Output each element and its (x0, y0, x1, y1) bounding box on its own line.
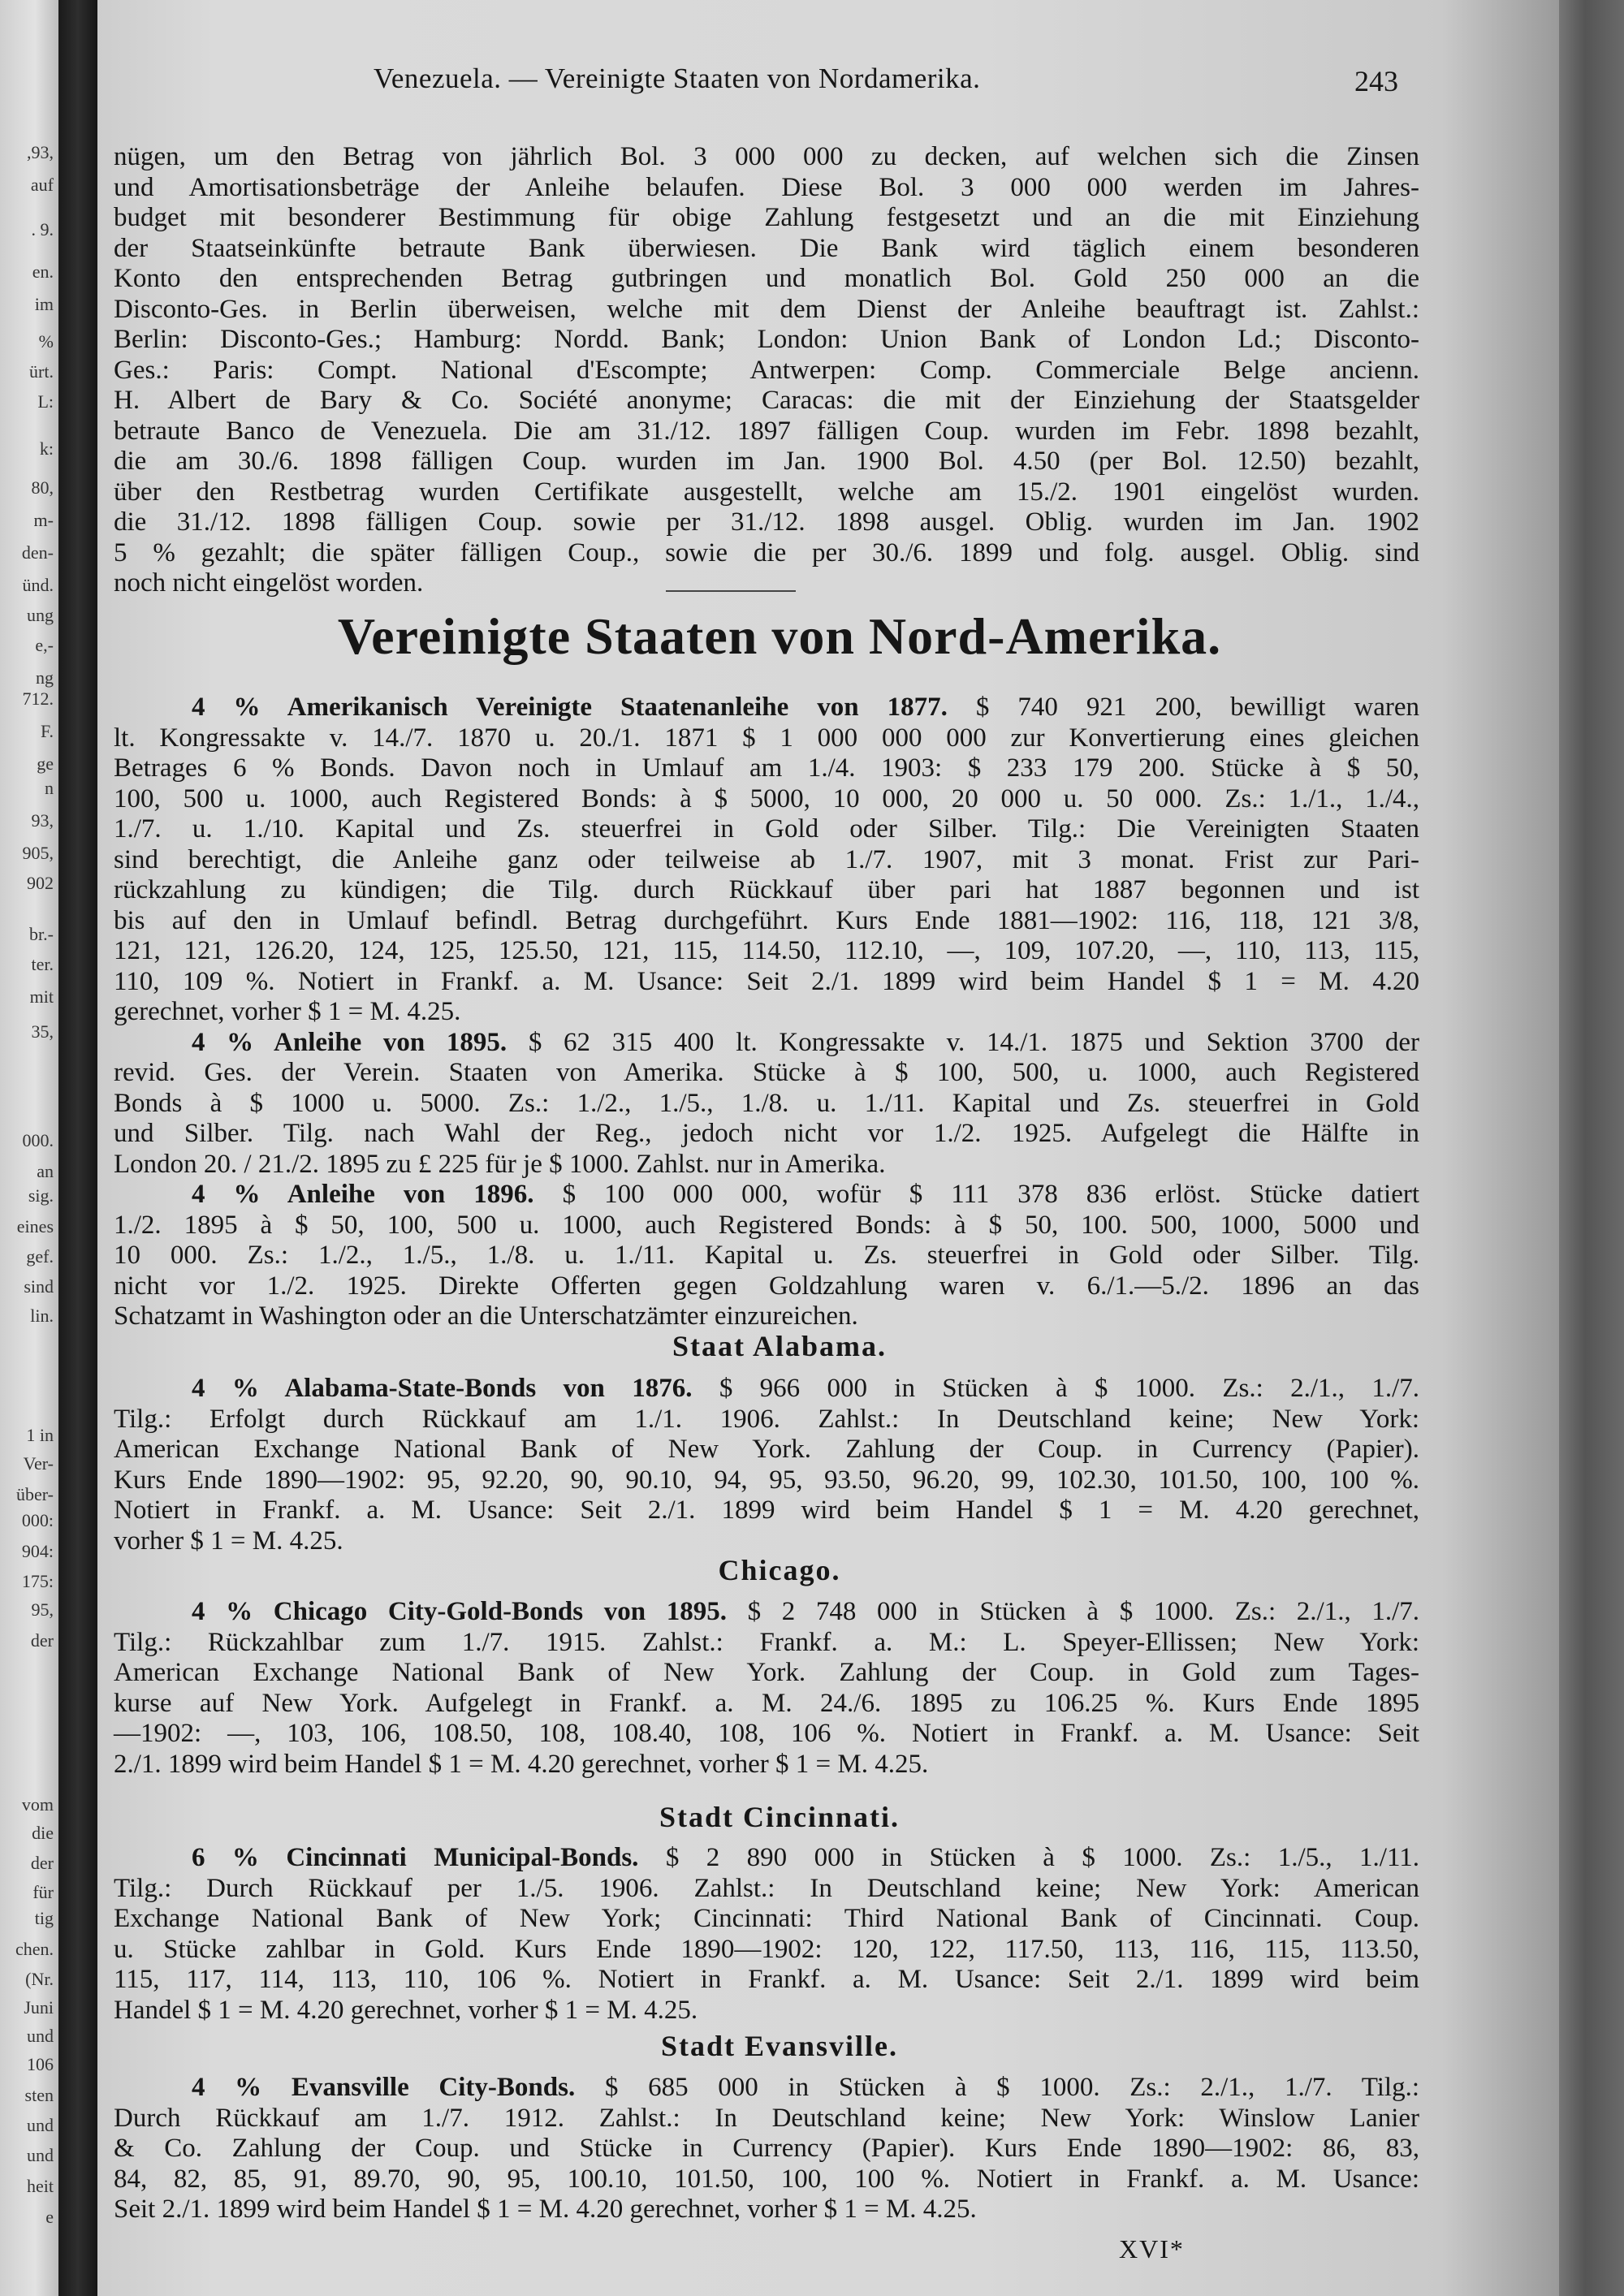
loan-1895-entry (114, 1028, 1419, 1180)
text-line: Konto den entsprechenden Betrag gutbringen und monatlich Bol. Gold 250 000 an die (114, 264, 1419, 293)
margin-fragment: tig (34, 1908, 54, 1928)
text-line: bis auf den in Umlauf befindl. Betrag durchgeführt. Kurs Ende 1881—1902: 116, 118, 121 3/8, (114, 905, 1419, 935)
text-line: 121, 121, 126.20, 124, 125, 125.50, 121, 115, 114.50, 112.10, —, 109, 107.20, —, 110, 113, 115, (114, 936, 1419, 965)
margin-fragment: 93, (31, 810, 54, 831)
text-line: Schatzamt in Washington oder an die Unterschatzämter einzureichen. (114, 1301, 858, 1331)
text-line: Disconto-Ges. in Berlin überweisen, welche mit dem Dienst der Anleihe beauftragt ist. Zahlst.: (114, 294, 1419, 324)
margin-fragment: F. (41, 721, 54, 741)
text-line: noch nicht eingelöst worden. (114, 568, 424, 598)
margin-fragment: e (45, 2207, 54, 2227)
margin-fragment: 80, (31, 477, 54, 498)
margin-fragment: über- (16, 1484, 54, 1504)
text-line: sind berechtigt, die Anleihe ganz oder teilweise ab 1./7. 1907, mit 3 monat. Frist zur Pari- (114, 844, 1419, 874)
chicago-amount: $ 2 748 000 in Stücken à $ 1000. Zs.: 2./1., 1./7. (747, 1597, 1420, 1626)
margin-fragment: 904: (21, 1541, 54, 1561)
text-line: 115, 117, 114, 113, 110, 106 %. Notiert in Frankf. a. M. Usance: Seit 2./1. 1899 wird beim (114, 1965, 1419, 1994)
text-line: Kurs Ende 1890—1902: 95, 92.20, 90, 90.10, 94, 95, 93.50, 96.20, 99, 102.30, 101.50, 100, 100 %. (114, 1465, 1419, 1495)
margin-fragment: Juni (24, 1997, 54, 2018)
text-line: Tilg.: Rückzahlbar zum 1./7. 1915. Zahlst.: Frankf. a. M.: L. Speyer-Ellissen; New York: (114, 1627, 1419, 1657)
margin-fragment: und (27, 2145, 54, 2165)
evansville-amount: $ 685 000 in Stücken à $ 1000. Zs.: 2./1., 1./7. Tilg.: (604, 2073, 1420, 2102)
section-heading-chicago: Chicago. (718, 1554, 841, 1586)
text-line: 84, 82, 85, 91, 89.70, 90, 95, 100.10, 101.50, 100, 100 %. Notiert in Frankf. a. M. Usance: (114, 2164, 1419, 2194)
chicago-bond-heading: 4 % Chicago City-Gold-Bonds von 1895. (192, 1597, 727, 1626)
text-line: revid. Ges. der Verein. Staaten von Amerika. Stücke à $ 100, 500, u. 1000, auch Registered (114, 1058, 1419, 1087)
section-divider (666, 590, 796, 592)
margin-fragment: eines (16, 1216, 54, 1236)
text-line: nicht vor 1./2. 1925. Direkte Offerten gegen Goldzahlung waren v. 6./1.—5./2. 1896 an das (114, 1271, 1419, 1301)
text-line: Seit 2./1. 1899 wird beim Handel $ 1 = M. 4.20 gerechnet, vorher $ 1 = M. 4.25. (114, 2195, 977, 2224)
text-line: Notiert in Frankf. a. M. Usance: Seit 2./1. 1899 wird beim Handel $ 1 = M. 4.20 gerechnet, (114, 1495, 1419, 1525)
margin-fragment: 106 (27, 2054, 54, 2074)
margin-fragment: (Nr. (25, 1969, 54, 1989)
text-line: kurse auf New York. Aufgelegt in Frankf. a. M. 24./6. 1895 zu 106.25 %. Kurs Ende 1895 (114, 1688, 1419, 1718)
cincinnati-amount: $ 2 890 000 in Stücken à $ 1000. Zs.: 1./5., 1./11. (665, 1843, 1419, 1872)
margin-fragment: 95, (31, 1599, 54, 1620)
text-line: 2./1. 1899 wird beim Handel $ 1 = M. 4.20 gerechnet, vorher $ 1 = M. 4.25. (114, 1749, 929, 1779)
text-line: 110, 109 %. Notiert in Frankf. a. M. Usance: Seit 2./1. 1899 wird beim Handel $ 1 = M. 4.20 (114, 966, 1419, 996)
text-line: H. Albert de Bary & Co. Société anonyme; Caracas: die mit der Einziehung der Staatsgelder (114, 386, 1419, 415)
margin-fragment: 000: (21, 1510, 54, 1530)
margin-fragment: mit (29, 986, 54, 1007)
margin-fragment: ürt. (29, 361, 54, 382)
adjacent-page-margin (0, 0, 58, 2296)
text-line: nügen, um den Betrag von jährlich Bol. 3 000 000 zu decken, auf welchen sich die Zinsen (114, 142, 1419, 171)
text-line: die am 30./6. 1898 fälligen Coup. wurden im Jan. 1900 Bol. 4.50 (per Bol. 12.50) bezahlt, (114, 447, 1419, 476)
text-line: die 31./12. 1898 fälligen Coup. sowie per 31./12. 1898 ausgel. Oblig. wurden im Jan. 1902 (114, 507, 1419, 537)
margin-fragment: 905, (22, 843, 54, 863)
loan-1896-entry (114, 1180, 1419, 1332)
text-line: rückzahlung zu kündigen; die Tilg. durch Rückkauf über pari hat 1887 begonnen und ist (114, 875, 1419, 904)
text-line: Durch Rückkauf am 1./7. 1912. Zahlst.: In Deutschland keine; New York: Winslow Lanier (114, 2103, 1419, 2133)
margin-fragment: für (32, 1882, 54, 1902)
margin-fragment: und (27, 2115, 54, 2135)
section-heading-alabama: Staat Alabama. (672, 1330, 888, 1362)
margin-fragment: sten (24, 2085, 54, 2105)
us-loans-section (114, 693, 1419, 1332)
margin-fragment: vom (21, 1794, 54, 1815)
venezuela-continuation (114, 142, 1419, 599)
margin-fragment: . 9. (31, 219, 54, 240)
margin-fragment: 175: (21, 1571, 54, 1591)
margin-fragment: ,93, (27, 142, 54, 162)
chicago-entry (114, 1597, 1419, 1780)
margin-fragment: ünd. (22, 575, 54, 595)
text-line: der Staatseinkünfte betraute Bank überwiesen. Die Bank wird täglich einem besonderen (114, 233, 1419, 263)
loan-1877-entry (114, 693, 1419, 1028)
text-line: u. Stücke zahlbar in Gold. Kurs Ende 1890—1902: 120, 122, 117.50, 113, 116, 115, 113.50, (114, 1934, 1419, 1964)
text-line: über den Restbetrag wurden Certifikate ausgestellt, welche am 15./2. 1901 eingelöst wurden. (114, 477, 1419, 507)
loan-1877-amount: $ 740 921 200, bewilligt waren (975, 693, 1420, 722)
margin-fragment: 902 (27, 873, 54, 893)
section-heading-evansville: Stadt Evansville. (660, 2030, 899, 2062)
margin-fragment: heit (27, 2176, 54, 2196)
margin-fragment: 1 in (26, 1425, 54, 1445)
margin-fragment: die (32, 1823, 54, 1843)
signature-mark: XVI* (1119, 2234, 1185, 2264)
margin-fragment: 712. (22, 688, 54, 709)
text-line: Handel $ 1 = M. 4.20 gerechnet, vorher $ 1 = M. 4.25. (114, 1995, 698, 2025)
page-edge-shadow (1559, 0, 1624, 2296)
margin-fragment: k: (39, 438, 54, 459)
text-line: und Silber. Tilg. nach Wahl der Reg., jedoch nicht vor 1./2. 1925. Aufgelegt die Hälfte in (114, 1119, 1419, 1148)
margin-fragment: 35, (31, 1021, 54, 1042)
book-binding-gutter (58, 0, 97, 2296)
text-line: Tilg.: Erfolgt durch Rückkauf am 1./1. 1906. Zahlst.: In Deutschland keine; New York: (114, 1404, 1419, 1434)
margin-fragment: chen. (15, 1939, 54, 1959)
alabama-entry (114, 1374, 1419, 1556)
text-line: 10 000. Zs.: 1./2., 1./5., 1./8. u. 1./11. Kapital u. Zs. steuerfrei in Gold oder Silber. Tilg. (114, 1241, 1419, 1270)
margin-fragment: gef. (26, 1246, 54, 1267)
margin-fragment: br.- (29, 924, 54, 944)
margin-fragment: sig. (28, 1185, 54, 1206)
margin-fragment: auf (30, 175, 54, 195)
text-line: 1./7. u. 1./10. Kapital und Zs. steuerfrei in Gold oder Silber. Tilg.: Die Vereinigten Staaten (114, 814, 1419, 844)
cincinnati-bond-heading: 6 % Cincinnati Municipal-Bonds. (192, 1843, 639, 1872)
text-line: Ges.: Paris: Compt. National d'Escompte; Antwerpen: Comp. Commerciale Belge ancienn. (114, 355, 1419, 385)
margin-fragment: lin. (30, 1306, 54, 1326)
text-line: gerechnet, vorher $ 1 = M. 4.25. (114, 997, 461, 1026)
alabama-amount: $ 966 000 in Stücken à $ 1000. Zs.: 2./1., 1./7. (719, 1374, 1420, 1403)
page-number: 243 (1354, 65, 1398, 97)
margin-fragment: ng (36, 667, 54, 688)
margin-fragment: n (45, 778, 54, 798)
margin-fragment: ter. (31, 954, 54, 974)
loan-1877-heading: 4 % Amerikanisch Vereinigte Staatenanleihe von 1877. (192, 693, 948, 722)
text-line: Exchange National Bank of New York; Cincinnati: Third National Bank of Cincinnati. Coup. (114, 1904, 1419, 1933)
margin-fragment: ung (27, 605, 54, 625)
margin-fragment: der (30, 1853, 54, 1873)
country-title: Vereinigte Staaten von Nord-Amerika. (337, 607, 1222, 665)
margin-fragment: ge (37, 753, 54, 774)
margin-fragment: Ver- (23, 1453, 54, 1474)
margin-fragment: m- (33, 510, 54, 530)
text-line: budget mit besonderer Bestimmung für obige Zahlung festgesetzt und an die mit Einziehung (114, 203, 1419, 232)
margin-fragment: sind (24, 1276, 54, 1297)
text-line: 100, 500 u. 1000, auch Registered Bonds: à $ 5000, 10 000, 20 000 u. 50 000. Zs.: 1./1., 1./4., (114, 783, 1419, 814)
section-heading-cincinnati: Stadt Cincinnati. (659, 1801, 901, 1833)
text-line: —1902: —, 103, 106, 108.50, 108, 108.40, 108, 106 %. Notiert in Frankf. a. M. Usance: Seit (114, 1719, 1419, 1748)
cincinnati-entry (114, 1843, 1419, 2026)
loan-1896-amount: $ 100 000 000, wofür $ 111 378 836 erlöst. Stücke datiert (562, 1180, 1420, 1209)
text-line: American Exchange National Bank of New York. Zahlung der Coup. in Currency (Papier). (114, 1435, 1419, 1464)
text-line: Tilg.: Durch Rückkauf per 1./5. 1906. Zahlst.: In Deutschland keine; New York: American (114, 1873, 1419, 1903)
text-line: Bonds à $ 1000 u. 5000. Zs.: 1./2., 1./5., 1./8. u. 1./11. Kapital und Zs. steuerfrei in Gold (114, 1088, 1419, 1118)
running-header: Venezuela. — Vereinigte Staaten von Nordamerika. (374, 63, 981, 94)
text-line: & Co. Zahlung der Coup. und Stücke in Currency (Papier). Kurs Ende 1890—1902: 86, 83, (114, 2134, 1419, 2163)
loan-1895-heading: 4 % Anleihe von 1895. (192, 1027, 508, 1057)
book-page (97, 0, 1559, 2296)
margin-fragment: im (34, 294, 54, 314)
text-line: American Exchange National Bank of New York. Zahlung der Coup. in Gold zum Tages- (114, 1658, 1419, 1687)
margin-fragment: e,- (35, 635, 54, 655)
margin-fragment: 000. (22, 1130, 54, 1150)
alabama-bond-heading: 4 % Alabama-State-Bonds von 1876. (192, 1374, 693, 1403)
margin-fragment: den- (21, 542, 54, 563)
text-line: London 20. / 21./2. 1895 zu £ 225 für je $ 1000. Zahlst. nur in Amerika. (114, 1149, 886, 1179)
text-line: 1./2. 1895 à $ 50, 100, 500 u. 1000, auch Registered Bonds: à $ 50, 100. 500, 1000, 5000 und (114, 1210, 1419, 1240)
text-line: Berlin: Disconto-Ges.; Hamburg: Nordd. Bank; London: Union Bank of London Ld.; Disconto- (114, 325, 1419, 354)
margin-fragment: L: (37, 391, 54, 412)
margin-fragment: % (38, 331, 54, 352)
loan-1895-amount: $ 62 315 400 lt. Kongressakte v. 14./1. 1875 und Sektion 3700 der (528, 1027, 1420, 1057)
loan-1896-heading: 4 % Anleihe von 1896. (192, 1180, 534, 1209)
evansville-entry (114, 2073, 1419, 2225)
evansville-bond-heading: 4 % Evansville City-Bonds. (192, 2073, 576, 2102)
margin-fragment: en. (32, 261, 54, 282)
text-line: und Amortisationsbeträge der Anleihe belaufen. Diese Bol. 3 000 000 werden im Jahres- (114, 172, 1419, 202)
text-line: 5 % gezahlt; die später fälligen Coup., sowie die per 30./6. 1899 und folg. ausgel. Oblig. sind (114, 537, 1419, 568)
margin-fragment: der (30, 1630, 54, 1651)
text-line: betraute Banco de Venezuela. Die am 31./12. 1897 fälligen Coup. wurden im Febr. 1898 bezahlt, (114, 416, 1419, 446)
text-line: Betrages 6 % Bonds. Davon noch in Umlauf am 1./4. 1903: $ 233 179 200. Stücke à $ 50, (114, 753, 1419, 783)
text-line: lt. Kongressakte v. 14./7. 1870 u. 20./1. 1871 $ 1 000 000 000 zur Konvertierung eines gleichen (114, 723, 1419, 753)
margin-fragment: und (27, 2026, 54, 2046)
text-line: vorher $ 1 = M. 4.25. (114, 1526, 343, 1556)
margin-fragment: an (37, 1161, 54, 1181)
